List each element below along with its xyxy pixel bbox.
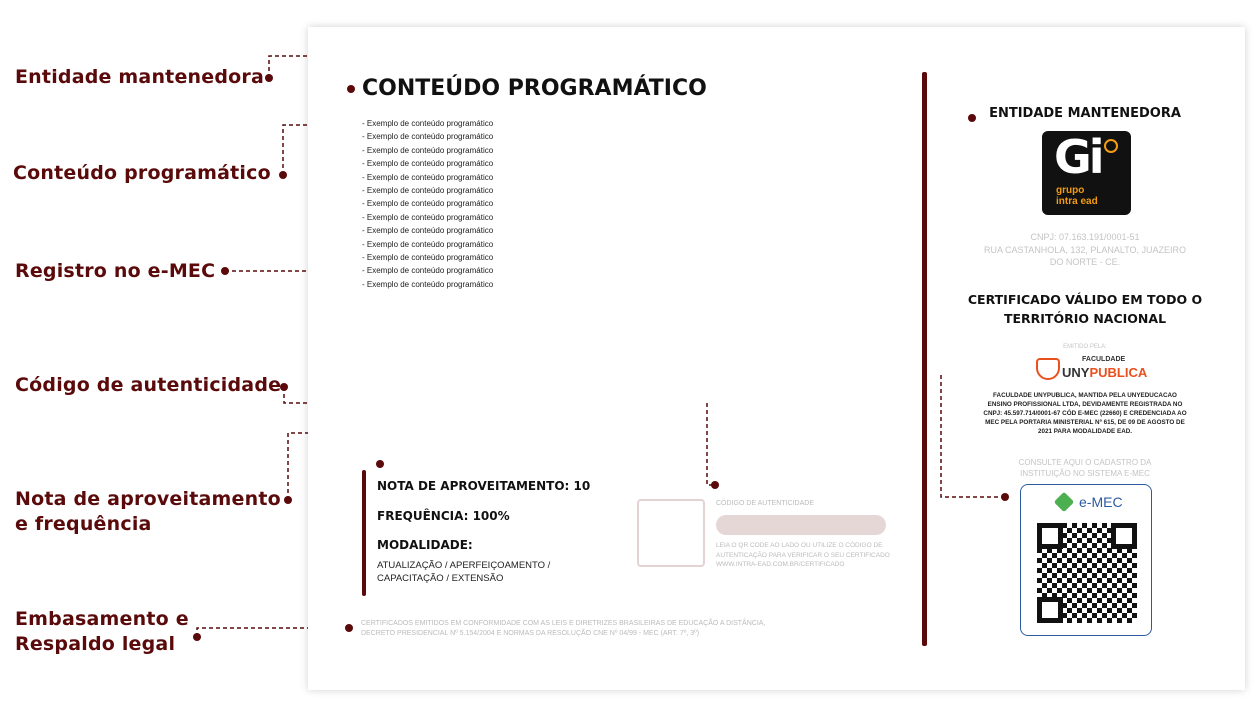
auth-code-field[interactable]	[716, 515, 886, 535]
legal-text	[361, 619, 765, 639]
graduation-cap-icon	[1036, 358, 1060, 380]
content-item: - Exemplo de conteúdo programático	[362, 239, 494, 249]
grades-bar	[362, 470, 366, 596]
content-title: CONTEÚDO PROGRAMÁTICO	[362, 76, 707, 101]
consulte-line1: CONSULTE AQUI O CADASTRO DA	[1018, 458, 1152, 467]
emec-logo-icon	[1054, 492, 1074, 512]
unypublica-text	[1062, 366, 1147, 380]
modalidade-label: MODALIDADE:	[377, 538, 473, 552]
description-line: CNPJ: 45.597.714/0001-67 CÓD E-MEC (22660) E CREDENCIADA AO	[983, 410, 1187, 417]
content-item: - Exemplo de conteúdo programático	[362, 132, 494, 142]
auth-line2: AUTENTICAÇÃO PARA VERIFICAR O SEU CERTIFICADO	[716, 551, 890, 559]
content-item: - Exemplo de conteúdo programático	[362, 145, 494, 155]
modalidade-line1: ATUALIZAÇÃO / APERFEIÇOAMENTO /	[377, 560, 551, 571]
callout-codigo: Código de autenticidade	[15, 374, 282, 396]
content-item: - Exemplo de conteúdo programático	[362, 266, 494, 276]
description-line: MEC PELA PORTARIA MINISTERIAL Nº 615, DE 09 DE AGOSTO DE	[985, 419, 1185, 426]
callout-nota	[15, 487, 281, 537]
emec-label: e-MEC	[1079, 494, 1123, 510]
auth-label: CÓDIGO DE AUTENTICIDADE	[716, 500, 815, 507]
emec-qr-card[interactable]	[1020, 484, 1152, 636]
content-list	[362, 117, 493, 291]
callout-conteudo: Conteúdo programático	[13, 162, 271, 184]
description-line: ENSINO PROFISSIONAL LTDA, DEVIDAMENTE REGISTRADA NO	[987, 401, 1183, 408]
qr-code[interactable]	[1037, 523, 1137, 623]
content-item: - Exemplo de conteúdo programático	[362, 159, 494, 169]
uny-text: UNY	[1062, 365, 1090, 380]
frequencia: FREQUÊNCIA: 100%	[377, 509, 510, 523]
auth-line3: WWW.INTRA-EAD.COM.BR/CERTIFICADO	[716, 561, 845, 568]
logo-circle	[1104, 139, 1118, 153]
content-item: - Exemplo de conteúdo programático	[362, 253, 494, 263]
entidade-address	[960, 231, 1210, 269]
content-item: - Exemplo de conteúdo programático	[362, 212, 494, 222]
nota-aproveitamento: NOTA DE APROVEITAMENTO: 10	[377, 479, 591, 493]
entidade-heading: ENTIDADE MANTENEDORA	[989, 106, 1181, 121]
unypublica-logo	[1036, 356, 1148, 382]
divider-bar	[922, 72, 927, 646]
auth-instructions	[716, 541, 890, 570]
valid-line1: CERTIFICADO VÁLIDO EM TODO O	[967, 292, 1203, 307]
content-item: - Exemplo de conteúdo programático	[362, 186, 494, 196]
faculdade-text: FACULDADE	[1082, 356, 1126, 363]
valid-line2: TERRITÓRIO NACIONAL	[1003, 311, 1167, 326]
content-item: - Exemplo de conteúdo programático	[362, 279, 494, 289]
address-line1: RUA CASTANHOLA, 132, PLANALTO, JUAZEIRO	[983, 244, 1187, 255]
address-line2: DO NORTE - CE.	[1049, 257, 1121, 267]
callout-registro: Registro no e-MEC	[15, 260, 216, 282]
callout-nota-line2: e frequência	[15, 513, 152, 535]
callout-nota-line1: Nota de aproveitamento	[15, 488, 281, 510]
modalidade-value	[377, 559, 550, 585]
callout-emb-line1: Embasamento e	[15, 608, 189, 630]
qr-placeholder	[637, 499, 705, 567]
legal-line1: CERTIFICADOS EMITIDOS EM CONFORMIDADE COM AS LEIS E DIRETRIZES BRASILEIRAS DE EDUCAÇÃO A DISTÂNCIA,	[361, 620, 766, 627]
valid-statement	[960, 290, 1210, 328]
callout-entidade: Entidade mantenedora	[15, 66, 264, 88]
consulte-text	[960, 457, 1210, 479]
consulte-line2: INSTITUIÇÃO NO SISTEMA E-MEC	[1020, 469, 1150, 478]
modalidade-line2: CAPACITAÇÃO / EXTENSÃO	[377, 573, 504, 584]
content-item: - Exemplo de conteúdo programático	[362, 119, 494, 128]
cnpj: CNPJ: 07.163.191/0001-51	[1030, 232, 1140, 242]
grupo-intra-logo	[1042, 131, 1131, 215]
callout-embasamento	[15, 607, 189, 657]
legal-line2: DECRETO PRESIDENCIAL Nº 5.154/2004 E NORMAS DA RESOLUÇÃO CNE Nº 04/99 - MEC (ART. 7º, 3º)	[361, 630, 700, 637]
content-item: - Exemplo de conteúdo programático	[362, 226, 494, 236]
auth-line1: LEIA O QR CODE AO LADO OU UTILIZE O CÓDIGO DE	[716, 542, 883, 549]
emitido-label: EMITIDO PELA:	[1063, 344, 1107, 350]
content-item: - Exemplo de conteúdo programático	[362, 172, 494, 182]
faculdade-description	[960, 391, 1210, 436]
callout-emb-line2: Respaldo legal	[15, 633, 176, 655]
description-line: FACULDADE UNYPUBLICA, MANTIDA PELA UNYEDUCACAO	[993, 392, 1177, 399]
content-item: - Exemplo de conteúdo programático	[362, 199, 494, 209]
description-line: 2021 PARA MODALIDADE EAD.	[1037, 428, 1133, 435]
logo-text	[1056, 185, 1098, 207]
logo-mark: Gi	[1054, 131, 1102, 184]
logo-line2: intra ead	[1056, 196, 1098, 207]
publica-text: PUBLICA	[1089, 365, 1148, 380]
logo-line1: grupo	[1056, 185, 1085, 196]
